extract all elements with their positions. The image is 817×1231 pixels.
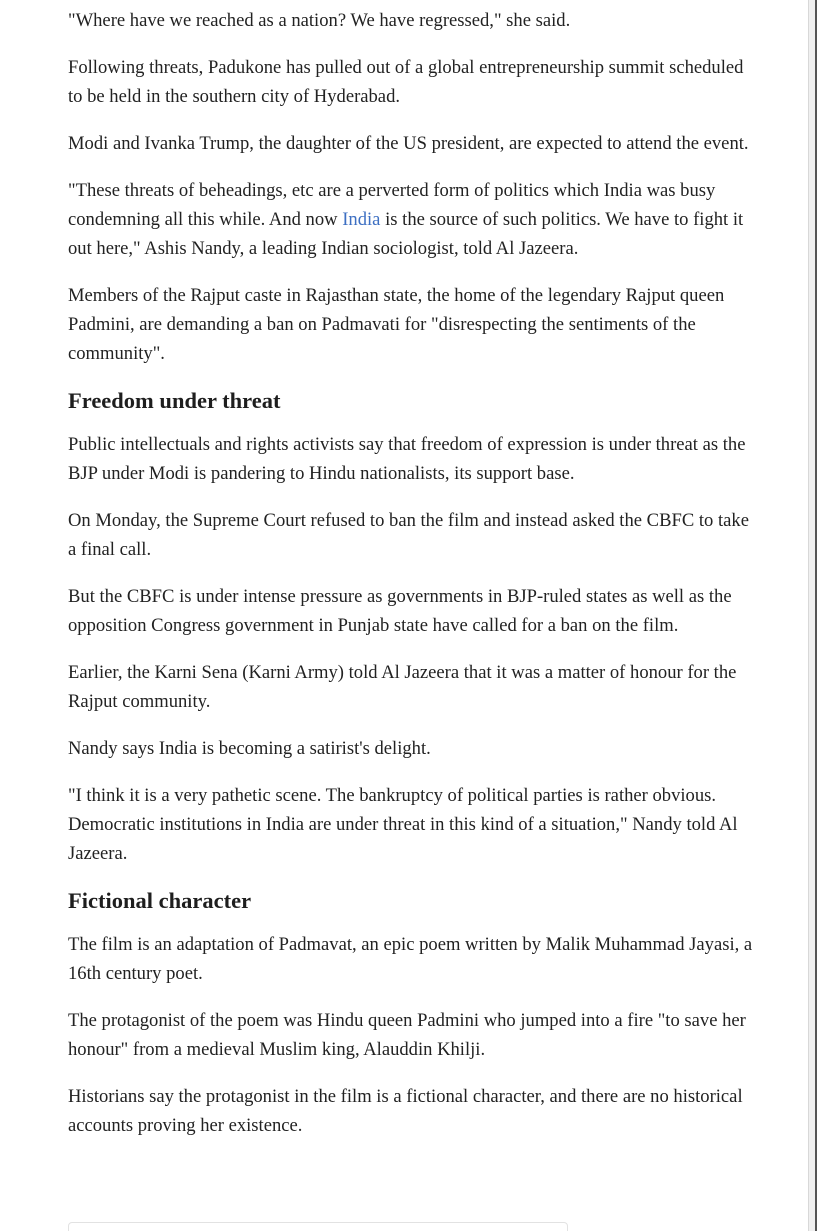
paragraph-historians: Historians say the protagonist in the film is a fictional character, and there are no historical accounts proving her existence. <box>68 1086 743 1136</box>
paragraph-pathetic-scene: "I think it is a very pathetic scene. The bankruptcy of political parties is rather obvious. Democratic institutions in India are under threat in this kind of a situation," Nandy told Al Jazeera. <box>68 785 738 864</box>
paragraph-cbfc-pressure: But the CBFC is under intense pressure as governments in BJP-ruled states as well as the opposition Congress government in Punjab state have called for a ban on the film. <box>68 586 732 636</box>
section-heading-freedom: Freedom under threat <box>68 388 281 413</box>
paragraph-summit: Following threats, Padukone has pulled out of a global entrepreneurship summit scheduled to be held in the southern city of Hyderabad. <box>68 57 744 107</box>
india-link[interactable]: India <box>342 209 381 230</box>
paragraph-quote-regressed: "Where have we reached as a nation? We have regressed," she said. <box>68 10 571 31</box>
paragraph-karni-sena: Earlier, the Karni Sena (Karni Army) told Al Jazeera that it was a matter of honour for the Rajput community. <box>68 662 737 712</box>
paragraph-intellectuals: Public intellectuals and rights activists say that freedom of expression is under threat as the BJP under Modi is pandering to Hindu nationalists, its support base. <box>68 434 746 484</box>
paragraph-rajput-caste: Members of the Rajput caste in Rajasthan state, the home of the legendary Rajput queen Padmini, are demanding a ban on Padmavati for "disrespecting the sentiments of the community". <box>68 285 725 364</box>
paragraph-supreme-court: On Monday, the Supreme Court refused to ban the film and instead asked the CBFC to take a final call. <box>68 510 749 560</box>
paragraph-adaptation: The film is an adaptation of Padmavat, an epic poem written by Malik Muhammad Jayasi, a 16th century poet. <box>68 934 753 984</box>
paragraph-protagonist: The protagonist of the poem was Hindu queen Padmini who jumped into a fire "to save her honour" from a medieval Muslim king, Alauddin Khilji. <box>68 1010 746 1060</box>
paragraph-text: is the source of such politics. We have to fight it out here," Ashis Nandy, a leading Indian sociologist, told Al Jazeera. <box>68 209 744 259</box>
paragraph-satirist: Nandy says India is becoming a satirist's delight. <box>68 738 431 759</box>
section-heading-fictional: Fictional character <box>68 888 252 913</box>
paragraph-text: "These threats of beheadings, etc are a perverted form of politics which India was busy condemning all this while. And now <box>68 180 716 230</box>
embedded-content-box <box>68 1222 568 1231</box>
paragraph-ivanka: Modi and Ivanka Trump, the daughter of the US president, are expected to attend the event. <box>68 133 749 154</box>
paragraph-nandy-threats <box>68 176 758 263</box>
article-body <box>68 6 758 1158</box>
